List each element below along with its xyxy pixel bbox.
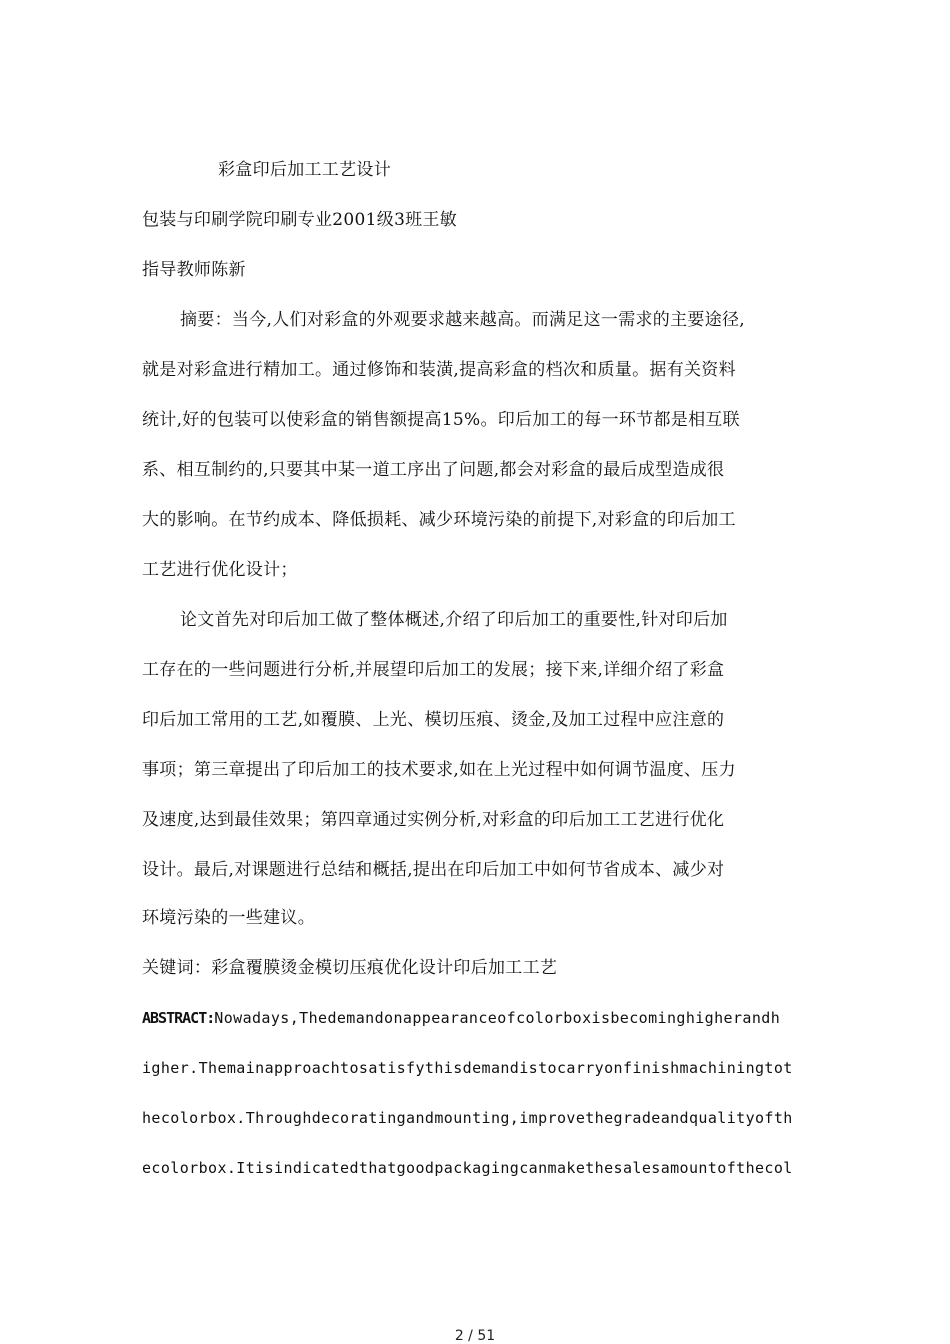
abstract-cn-line: 统计,好的包装可以使彩盒的销售额提高15%。印后加工的每一环节都是相互联 <box>142 410 740 430</box>
abstract-cn-line: 工艺进行优化设计； <box>142 560 298 580</box>
overview-line: 印后加工常用的工艺,如覆膜、上光、模切压痕、烫金,及加工过程中应注意的 <box>142 710 725 730</box>
page-number: 2 / 51 <box>454 1328 496 1344</box>
abstract-cn-line: 摘要：当今,人们对彩盒的外观要求越来越高。而满足这一需求的主要途径, <box>180 310 746 330</box>
abstract-cn-line: 就是对彩盒进行精加工。通过修饰和装潢,提高彩盒的档次和质量。据有关资料 <box>142 360 736 380</box>
abstract-cn-line: 系、相互制约的,只要其中某一道工序出了问题,都会对彩盒的最后成型造成很 <box>142 460 725 480</box>
overview-line: 设计。最后,对课题进行总结和概括,提出在印后加工中如何节省成本、减少对 <box>142 860 725 880</box>
keywords-line: 关键词：彩盒覆膜烫金模切压痕优化设计印后加工工艺 <box>142 958 558 978</box>
overview-line: 及速度,达到最佳效果；第四章通过实例分析,对彩盒的印后加工工艺进行优化 <box>142 810 725 830</box>
overview-line: 工存在的一些问题进行分析,并展望印后加工的发展；接下来,详细介绍了彩盒 <box>142 660 725 680</box>
abstract-en-line: igher.Themainapproachtosatisfythisdemandistocarryonfinishmachiningtot <box>142 1059 793 1077</box>
overview-line: 环境污染的一些建议。 <box>142 908 315 928</box>
abstract-en-line <box>142 1006 808 1030</box>
advisor-line: 指导教师陈新 <box>142 260 246 280</box>
abstract-en-line: ecolorbox.Itisindicatedthatgoodpackagingcanmakethesalesamountofthecol <box>142 1159 793 1177</box>
overview-line: 事项；第三章提出了印后加工的技术要求,如在上光过程中如何调节温度、压力 <box>142 760 736 780</box>
overview-line: 论文首先对印后加工做了整体概述,介绍了印后加工的重要性,针对印后加 <box>180 610 728 630</box>
abstract-en-label: ABSTRACT: <box>142 1009 215 1027</box>
document-title: 彩盒印后加工工艺设计 <box>218 160 391 180</box>
abstract-en-text: Nowadays,Thedemandonappearanceofcolorboxisbecominghigherandh <box>214 1009 781 1027</box>
abstract-en-line: hecolorbox.Throughdecoratingandmounting,improvethegradeandqualityofth <box>142 1109 793 1127</box>
abstract-cn-line: 大的影响。在节约成本、降低损耗、减少环境污染的前提下,对彩盒的印后加工 <box>142 510 736 530</box>
author-line: 包装与印刷学院印刷专业2001级3班王敏 <box>142 210 458 230</box>
